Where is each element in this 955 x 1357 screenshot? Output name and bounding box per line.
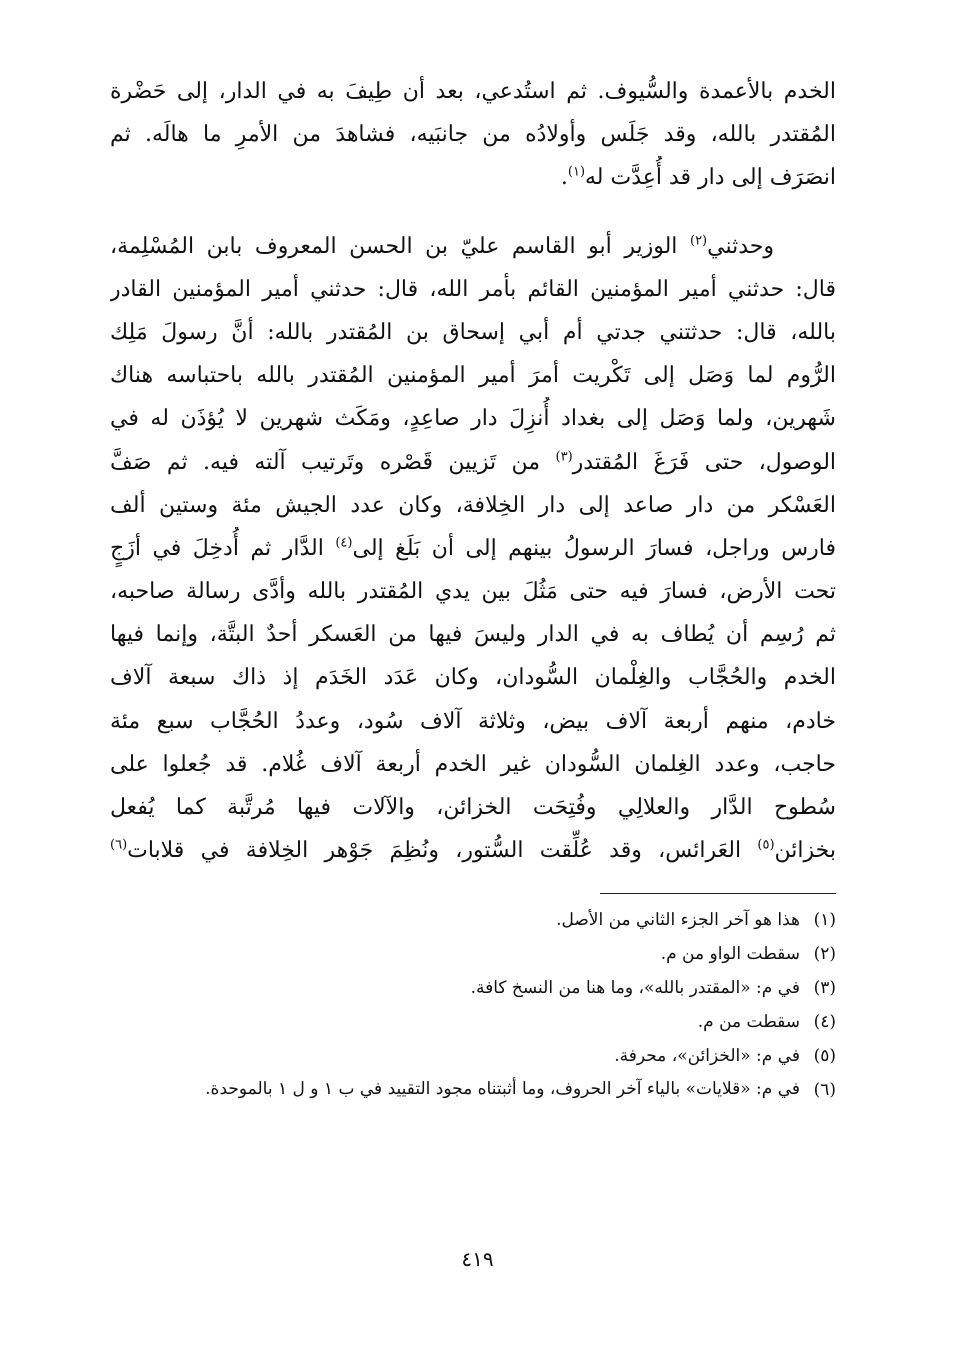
text-line-4-tail: الوزير أبو القاسم عليّ بن الحسن المعروف بابن المُسْلِمة،	[110, 233, 690, 259]
text-line-17	[110, 786, 836, 829]
text-line-11-content: فارس وراجل، فسارَ الرسولُ بينهم إلى أن بَلَغ إلى	[352, 535, 836, 561]
text-line-4	[110, 225, 836, 268]
footnote-text: سقطت الواو من م.	[660, 944, 800, 964]
footnote-1	[110, 903, 836, 937]
footnote-ref-4[interactable]: (٤)	[335, 535, 353, 551]
footnote-6	[110, 1073, 836, 1107]
text-line-16-content: حاجب، وعدد الغِلمان السُّودان غير الخدم أربعة آلاف غُلام. قد جُعلوا على	[110, 751, 836, 777]
footnote-separator	[600, 893, 836, 894]
text-line-11-tail: الدَّار ثم أُدخِلَ في أزَجٍ	[110, 535, 336, 561]
text-line-10-content: العَسْكر من دار صاعد إلى دار الخِلافة، وكان عدد الجيش مئة وستين ألف	[110, 492, 836, 518]
text-line-2	[110, 113, 836, 156]
text-line-3-tail: .	[560, 165, 568, 191]
footnote-number: (٢)	[813, 944, 836, 964]
footnote-4	[110, 1005, 836, 1039]
text-line-3-content: انصَرَف إلى دار قد أُعِدَّت له	[585, 165, 836, 191]
text-line-18-content: بخزائن	[774, 838, 836, 864]
footnote-number: (٣)	[813, 978, 836, 998]
text-line-18	[110, 829, 836, 872]
footnote-5	[110, 1039, 836, 1073]
text-line-15	[110, 700, 836, 743]
text-line-18-tail: العَرائس، وقد عُلِّقت السُّتور، ونُظِمَ جَوْهر الخِلافة في قلابات	[127, 838, 758, 864]
footnotes	[110, 903, 836, 1107]
text-line-16	[110, 743, 836, 786]
page-number: ٤١٩	[461, 1247, 494, 1271]
text-line-9-content: الوصول، حتى فَرَغَ المُقتدر	[572, 449, 836, 475]
footnote-text: في م: «قلايات» بالياء آخر الحروف، وما أثبتناه مجود التقييد في ب ١ و ل ١ بالموحدة.	[205, 1079, 800, 1099]
text-line-14	[110, 656, 836, 699]
text-line-9-tail: من تَزيين قَصْره وتَرتيب آلته فيه. ثم صَفَّ	[110, 449, 556, 475]
footnote-text: في م: «المقتدر بالله»، وما هنا من النسخ كافة.	[470, 978, 800, 998]
footnote-ref-6[interactable]: (٦)	[110, 837, 128, 853]
text-line-1-content: الخدم بالأعمدة والسُّيوف. ثم استُدعي، بعد أن طِيفَ به في الدار، إلى حَضْرة	[110, 79, 836, 104]
text-line-4-content: وحدثني	[707, 233, 774, 259]
text-line-17-content: سُطوح الدَّار والعلالِي وفُتِحَت الخزائن، والآلات فيها مُرتَّبة كما يُفعل	[110, 795, 836, 820]
main-text	[110, 70, 836, 872]
text-line-12-content: تحت الأرض، فسارَ فيه حتى مَثُلَ بين يدي المُقتدر بالله وأدَّى رسالة صاحبه،	[110, 579, 836, 605]
text-line-14-content: الخدم والحُجَّاب والغِلْمان السُّودان، وكان عَدَد الخَدَم إذ ذاك سبعة آلاف	[110, 665, 836, 691]
text-line-15-content: خادم، منهم أربعة آلاف بيض، وثلاثة آلاف سُود، وعددُ الحُجَّاب سبع مئة	[110, 708, 836, 734]
footnote-ref-2[interactable]: (٢)	[689, 233, 708, 249]
footnote-number: (٦)	[813, 1080, 836, 1100]
text-line-13-content: ثم رُسِم أن يُطاف به في الدار وليسَ فيها من العَسكر أحدٌ البتَّة، وإنما فيها	[110, 622, 836, 648]
text-line-5-content: قال: حدثني أمير المؤمنين القائم بأمر الله، قال: حدثني أمير المؤمنين القادر	[110, 276, 836, 302]
text-line-6-content: بالله، قال: حدثتني جدتي أم أبي إسحاق بن المُقتدر بالله: أنَّ رسولَ مَلِك	[110, 319, 836, 345]
footnote-text: سقطت من م.	[697, 1012, 800, 1032]
footnote-number: (٥)	[813, 1046, 836, 1066]
text-line-7	[110, 354, 836, 397]
text-line-9	[110, 441, 836, 484]
text-line-11	[110, 527, 836, 570]
text-line-3	[110, 156, 836, 199]
text-line-2-content: المُقتدر بالله، وقد جَلَس وأولادُه من جانبَيه، فشاهدَ من الأمرِ ما هالَه. ثم	[110, 122, 836, 148]
text-line-13	[110, 613, 836, 656]
footnote-text: هذا هو آخر الجزء الثاني من الأصل.	[556, 910, 800, 930]
footnote-ref-3[interactable]: (٣)	[555, 449, 573, 465]
text-line-5	[110, 268, 836, 311]
text-line-8-content: شَهرين، ولما وَصَل إلى بغداد أُنزِلَ دار صاعِدٍ، ومَكَث شهرين لا يُؤذَن له في	[110, 406, 836, 432]
paragraph-gap	[110, 200, 836, 225]
footnote-2	[110, 937, 836, 971]
text-line-8	[110, 397, 836, 440]
text-line-7-content: الرُّوم لما وَصَل إلى تَكْريت أمرَ أمير المؤمنين المُقتدر بالله باحتباسه هناك	[110, 363, 836, 389]
text-line-12	[110, 570, 836, 613]
text-line-10	[110, 484, 836, 527]
footnote-text: في م: «الخزائن»، محرفة.	[614, 1046, 800, 1066]
footnote-ref-1[interactable]: (١)	[567, 165, 586, 181]
footnote-3	[110, 971, 836, 1005]
footnote-ref-5[interactable]: (٥)	[757, 837, 775, 853]
footnote-number: (١)	[813, 910, 836, 930]
text-line-1	[110, 70, 836, 113]
footnote-number: (٤)	[813, 1012, 836, 1032]
text-line-6	[110, 311, 836, 354]
